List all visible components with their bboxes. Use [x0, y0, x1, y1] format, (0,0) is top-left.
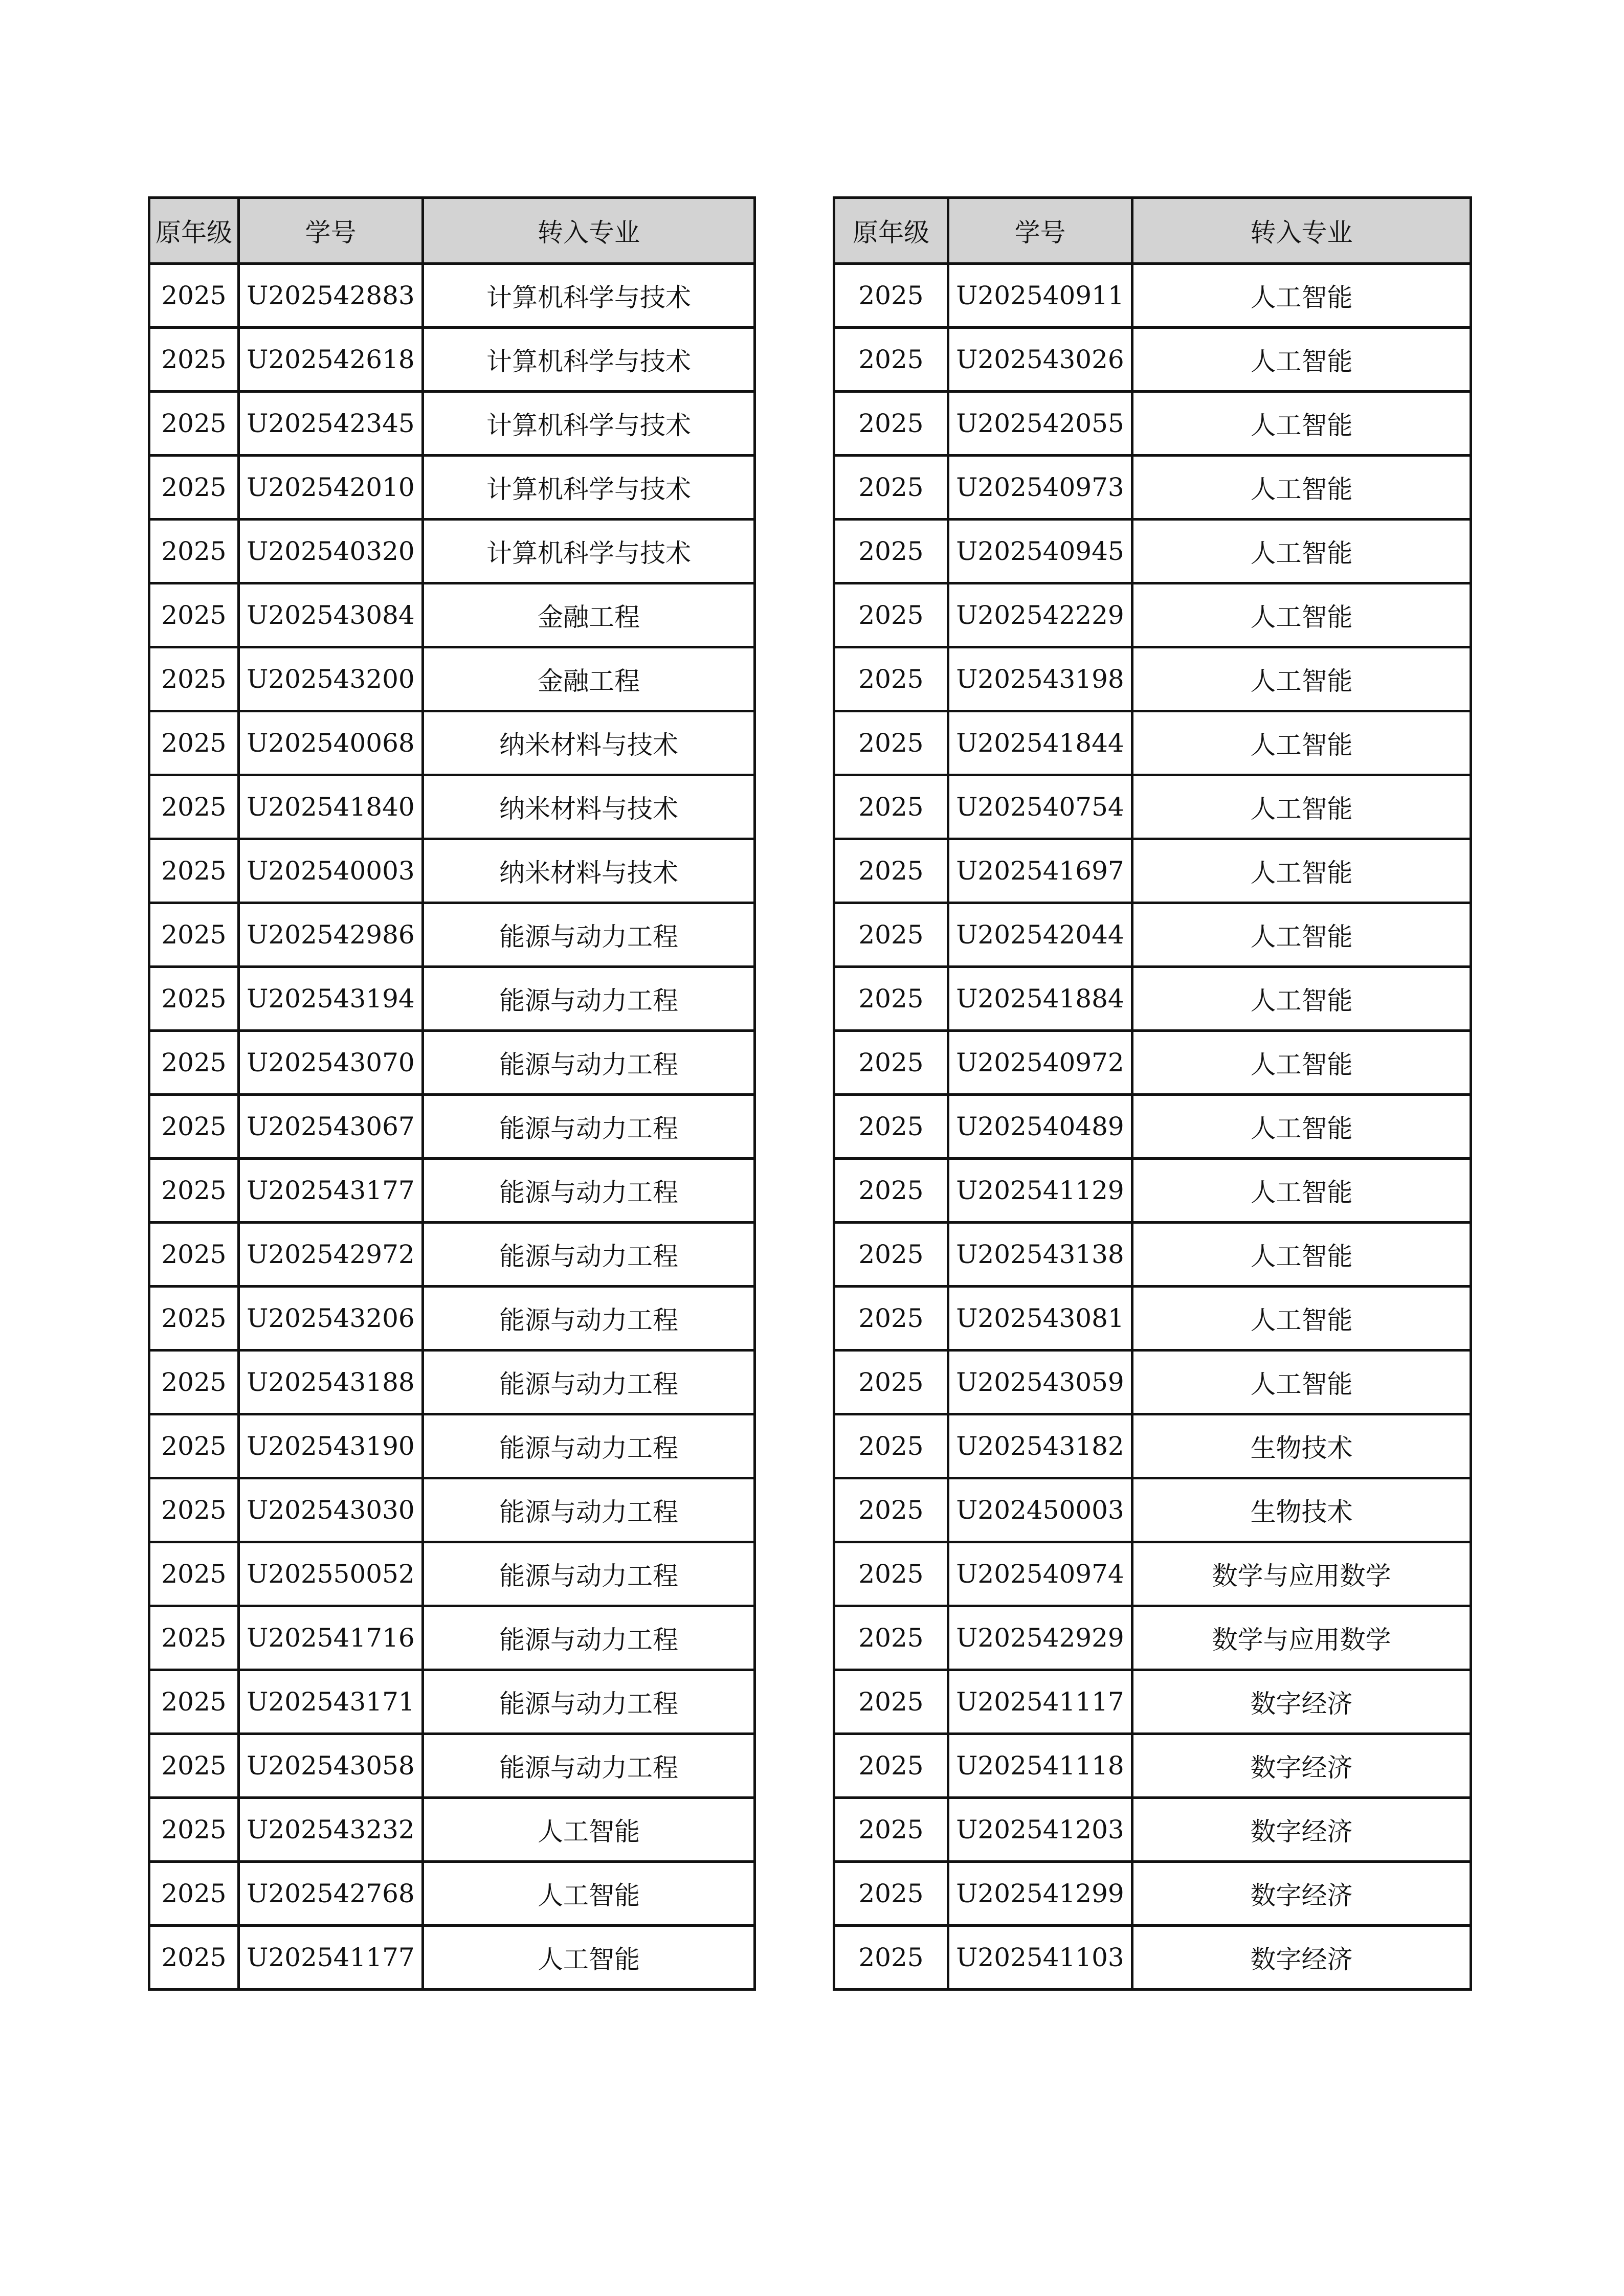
table-row: [149, 647, 755, 711]
student-id-cell: U202542044: [948, 903, 1132, 967]
major-cell: 人工智能: [1132, 1287, 1471, 1350]
table-row: [149, 264, 755, 328]
table-row: [834, 1478, 1471, 1542]
table-row: [834, 1542, 1471, 1606]
major-cell: 数字经济: [1132, 1798, 1471, 1862]
grade-cell: 2025: [149, 456, 239, 520]
major-cell: 人工智能: [1132, 456, 1471, 520]
table-row: [834, 1095, 1471, 1159]
student-id-cell: U202543188: [239, 1350, 423, 1414]
grade-cell: 2025: [834, 1606, 948, 1670]
student-id-cell: U202540973: [948, 456, 1132, 520]
table-row: [149, 1159, 755, 1223]
table-row: [834, 1223, 1471, 1287]
student-id-cell: U202541844: [948, 711, 1132, 775]
major-cell: 人工智能: [423, 1798, 755, 1862]
major-cell: 人工智能: [1132, 264, 1471, 328]
major-cell: 生物技术: [1132, 1478, 1471, 1542]
grade-cell: 2025: [149, 967, 239, 1031]
table-row: [834, 839, 1471, 903]
table-row: [834, 647, 1471, 711]
major-cell: 能源与动力工程: [423, 1414, 755, 1478]
major-cell: 计算机科学与技术: [423, 264, 755, 328]
table-body-left: [149, 264, 755, 1990]
grade-cell: 2025: [834, 1159, 948, 1223]
major-cell: 能源与动力工程: [423, 967, 755, 1031]
table-row: [834, 392, 1471, 456]
grade-cell: 2025: [149, 1862, 239, 1926]
table-row: [149, 583, 755, 647]
major-cell: 人工智能: [1132, 647, 1471, 711]
major-cell: 能源与动力工程: [423, 1223, 755, 1287]
table-header-row: [149, 198, 755, 264]
table-row: [149, 1670, 755, 1734]
major-cell: 能源与动力工程: [423, 903, 755, 967]
student-id-cell: U202542986: [239, 903, 423, 967]
table-row: [149, 1478, 755, 1542]
grade-cell: 2025: [149, 1287, 239, 1350]
student-id-cell: U202540972: [948, 1031, 1132, 1095]
table-row: [149, 392, 755, 456]
table-row: [149, 775, 755, 839]
table-row: [834, 328, 1471, 392]
student-id-cell: U202543206: [239, 1287, 423, 1350]
grade-cell: 2025: [834, 520, 948, 583]
major-cell: 人工智能: [1132, 1031, 1471, 1095]
grade-cell: 2025: [149, 1798, 239, 1862]
major-cell: 人工智能: [1132, 392, 1471, 456]
table-row: [149, 1223, 755, 1287]
grade-cell: 2025: [149, 583, 239, 647]
student-id-cell: U202540945: [948, 520, 1132, 583]
grade-cell: 2025: [149, 264, 239, 328]
major-cell: 金融工程: [423, 583, 755, 647]
major-cell: 数学与应用数学: [1132, 1542, 1471, 1606]
grade-cell: 2025: [834, 775, 948, 839]
major-cell: 人工智能: [1132, 839, 1471, 903]
student-id-cell: U202543081: [948, 1287, 1132, 1350]
table-row: [149, 1542, 755, 1606]
major-cell: 人工智能: [423, 1926, 755, 1990]
table-row: [834, 1734, 1471, 1798]
grade-cell: 2025: [149, 903, 239, 967]
grade-cell: 2025: [834, 583, 948, 647]
student-id-cell: U202543194: [239, 967, 423, 1031]
student-id-cell: U202542972: [239, 1223, 423, 1287]
grade-cell: 2025: [834, 456, 948, 520]
table-row: [149, 839, 755, 903]
grade-cell: 2025: [834, 1542, 948, 1606]
major-cell: 人工智能: [1132, 328, 1471, 392]
major-cell: 数字经济: [1132, 1734, 1471, 1798]
table-row: [149, 711, 755, 775]
table-row: [834, 520, 1471, 583]
student-id-cell: U202541299: [948, 1862, 1132, 1926]
grade-cell: 2025: [149, 1223, 239, 1287]
table-row: [149, 328, 755, 392]
major-cell: 能源与动力工程: [423, 1350, 755, 1414]
student-id-cell: U202542929: [948, 1606, 1132, 1670]
major-cell: 能源与动力工程: [423, 1159, 755, 1223]
grade-cell: 2025: [834, 1734, 948, 1798]
grade-cell: 2025: [834, 328, 948, 392]
grade-cell: 2025: [149, 1478, 239, 1542]
major-cell: 生物技术: [1132, 1414, 1471, 1478]
major-cell: 能源与动力工程: [423, 1734, 755, 1798]
table-row: [149, 1414, 755, 1478]
table-row: [149, 903, 755, 967]
grade-cell: 2025: [834, 264, 948, 328]
table-row: [834, 1031, 1471, 1095]
major-cell: 计算机科学与技术: [423, 520, 755, 583]
major-cell: 计算机科学与技术: [423, 328, 755, 392]
major-cell: 数字经济: [1132, 1862, 1471, 1926]
student-id-cell: U202542768: [239, 1862, 423, 1926]
student-id-cell: U202541117: [948, 1670, 1132, 1734]
student-id-cell: U202541177: [239, 1926, 423, 1990]
major-cell: 能源与动力工程: [423, 1478, 755, 1542]
major-cell: 纳米材料与技术: [423, 775, 755, 839]
table-row: [834, 903, 1471, 967]
grade-cell: 2025: [149, 711, 239, 775]
major-cell: 能源与动力工程: [423, 1095, 755, 1159]
grade-cell: 2025: [149, 1095, 239, 1159]
table-row: [834, 1798, 1471, 1862]
table-body-right: [834, 264, 1471, 1990]
grade-cell: 2025: [834, 1287, 948, 1350]
transfer-table-right: [833, 196, 1472, 1991]
table-row: [149, 1734, 755, 1798]
student-id-cell: U202540911: [948, 264, 1132, 328]
major-cell: 计算机科学与技术: [423, 456, 755, 520]
student-id-cell: U202540003: [239, 839, 423, 903]
grade-cell: 2025: [149, 1606, 239, 1670]
major-cell: 人工智能: [1132, 711, 1471, 775]
student-id-cell: U202541103: [948, 1926, 1132, 1990]
table-row: [834, 1862, 1471, 1926]
grade-cell: 2025: [834, 903, 948, 967]
student-id-cell: U202543138: [948, 1223, 1132, 1287]
student-id-cell: U202543059: [948, 1350, 1132, 1414]
grade-cell: 2025: [834, 1414, 948, 1478]
major-cell: 人工智能: [423, 1862, 755, 1926]
major-cell: 计算机科学与技术: [423, 392, 755, 456]
table-row: [149, 1798, 755, 1862]
grade-cell: 2025: [149, 1926, 239, 1990]
student-id-cell: U202542010: [239, 456, 423, 520]
student-id-cell: U202540754: [948, 775, 1132, 839]
student-id-cell: U202541716: [239, 1606, 423, 1670]
major-cell: 人工智能: [1132, 1159, 1471, 1223]
student-id-cell: U202543198: [948, 647, 1132, 711]
table-row: [834, 967, 1471, 1031]
student-id-cell: U202543070: [239, 1031, 423, 1095]
major-cell: 数学与应用数学: [1132, 1606, 1471, 1670]
student-id-cell: U202540068: [239, 711, 423, 775]
transfer-table-left: [148, 196, 756, 1991]
major-cell: 人工智能: [1132, 1350, 1471, 1414]
grade-cell: 2025: [149, 647, 239, 711]
table-row: [834, 1159, 1471, 1223]
header-student-id: 学号: [239, 198, 423, 264]
grade-cell: 2025: [149, 839, 239, 903]
grade-cell: 2025: [834, 1798, 948, 1862]
student-id-cell: U202543171: [239, 1670, 423, 1734]
grade-cell: 2025: [149, 1414, 239, 1478]
grade-cell: 2025: [149, 1542, 239, 1606]
table-row: [834, 264, 1471, 328]
header-grade: 原年级: [834, 198, 948, 264]
student-id-cell: U202540489: [948, 1095, 1132, 1159]
student-id-cell: U202541118: [948, 1734, 1132, 1798]
student-id-cell: U202540974: [948, 1542, 1132, 1606]
grade-cell: 2025: [834, 967, 948, 1031]
student-id-cell: U202450003: [948, 1478, 1132, 1542]
table-row: [149, 967, 755, 1031]
student-id-cell: U202542055: [948, 392, 1132, 456]
major-cell: 能源与动力工程: [423, 1287, 755, 1350]
major-cell: 人工智能: [1132, 583, 1471, 647]
student-id-cell: U202542229: [948, 583, 1132, 647]
student-id-cell: U202540320: [239, 520, 423, 583]
table-row: [149, 456, 755, 520]
major-cell: 人工智能: [1132, 967, 1471, 1031]
student-id-cell: U202542618: [239, 328, 423, 392]
major-cell: 数字经济: [1132, 1926, 1471, 1990]
table-row: [149, 1862, 755, 1926]
table-row: [834, 1670, 1471, 1734]
major-cell: 能源与动力工程: [423, 1606, 755, 1670]
table-row: [834, 1287, 1471, 1350]
grade-cell: 2025: [149, 328, 239, 392]
student-id-cell: U202543030: [239, 1478, 423, 1542]
student-id-cell: U202541129: [948, 1159, 1132, 1223]
grade-cell: 2025: [149, 1159, 239, 1223]
grade-cell: 2025: [834, 1095, 948, 1159]
grade-cell: 2025: [834, 1926, 948, 1990]
table-header-row: [834, 198, 1471, 264]
student-id-cell: U202541203: [948, 1798, 1132, 1862]
grade-cell: 2025: [834, 392, 948, 456]
major-cell: 数字经济: [1132, 1670, 1471, 1734]
header-major: 转入专业: [1132, 198, 1471, 264]
student-id-cell: U202541884: [948, 967, 1132, 1031]
grade-cell: 2025: [834, 647, 948, 711]
student-id-cell: U202541840: [239, 775, 423, 839]
major-cell: 纳米材料与技术: [423, 839, 755, 903]
student-id-cell: U202543232: [239, 1798, 423, 1862]
grade-cell: 2025: [834, 1862, 948, 1926]
header-major: 转入专业: [423, 198, 755, 264]
major-cell: 能源与动力工程: [423, 1031, 755, 1095]
grade-cell: 2025: [834, 839, 948, 903]
table-row: [149, 1095, 755, 1159]
table-row: [834, 456, 1471, 520]
student-id-cell: U202541697: [948, 839, 1132, 903]
student-id-cell: U202543084: [239, 583, 423, 647]
grade-cell: 2025: [834, 1223, 948, 1287]
grade-cell: 2025: [149, 775, 239, 839]
major-cell: 能源与动力工程: [423, 1542, 755, 1606]
student-id-cell: U202542345: [239, 392, 423, 456]
table-row: [149, 1031, 755, 1095]
table-row: [149, 1606, 755, 1670]
header-student-id: 学号: [948, 198, 1132, 264]
student-id-cell: U202543200: [239, 647, 423, 711]
table-row: [834, 1926, 1471, 1990]
grade-cell: 2025: [149, 1350, 239, 1414]
grade-cell: 2025: [149, 520, 239, 583]
student-id-cell: U202543190: [239, 1414, 423, 1478]
table-row: [149, 520, 755, 583]
major-cell: 纳米材料与技术: [423, 711, 755, 775]
student-id-cell: U202543026: [948, 328, 1132, 392]
student-id-cell: U202542883: [239, 264, 423, 328]
grade-cell: 2025: [149, 1670, 239, 1734]
table-row: [834, 1606, 1471, 1670]
major-cell: 人工智能: [1132, 775, 1471, 839]
student-id-cell: U202543182: [948, 1414, 1132, 1478]
table-row: [149, 1287, 755, 1350]
header-grade: 原年级: [149, 198, 239, 264]
major-cell: 人工智能: [1132, 1095, 1471, 1159]
student-id-cell: U202543177: [239, 1159, 423, 1223]
grade-cell: 2025: [834, 1350, 948, 1414]
grade-cell: 2025: [149, 392, 239, 456]
grade-cell: 2025: [834, 1670, 948, 1734]
table-row: [149, 1926, 755, 1990]
student-id-cell: U202550052: [239, 1542, 423, 1606]
grade-cell: 2025: [834, 1478, 948, 1542]
table-row: [834, 775, 1471, 839]
major-cell: 能源与动力工程: [423, 1670, 755, 1734]
major-cell: 人工智能: [1132, 520, 1471, 583]
table-row: [834, 1350, 1471, 1414]
major-cell: 人工智能: [1132, 903, 1471, 967]
grade-cell: 2025: [149, 1734, 239, 1798]
major-cell: 人工智能: [1132, 1223, 1471, 1287]
table-row: [834, 1414, 1471, 1478]
major-cell: 金融工程: [423, 647, 755, 711]
grade-cell: 2025: [149, 1031, 239, 1095]
grade-cell: 2025: [834, 711, 948, 775]
grade-cell: 2025: [834, 1031, 948, 1095]
table-row: [834, 583, 1471, 647]
student-id-cell: U202543058: [239, 1734, 423, 1798]
table-row: [834, 711, 1471, 775]
student-id-cell: U202543067: [239, 1095, 423, 1159]
table-row: [149, 1350, 755, 1414]
